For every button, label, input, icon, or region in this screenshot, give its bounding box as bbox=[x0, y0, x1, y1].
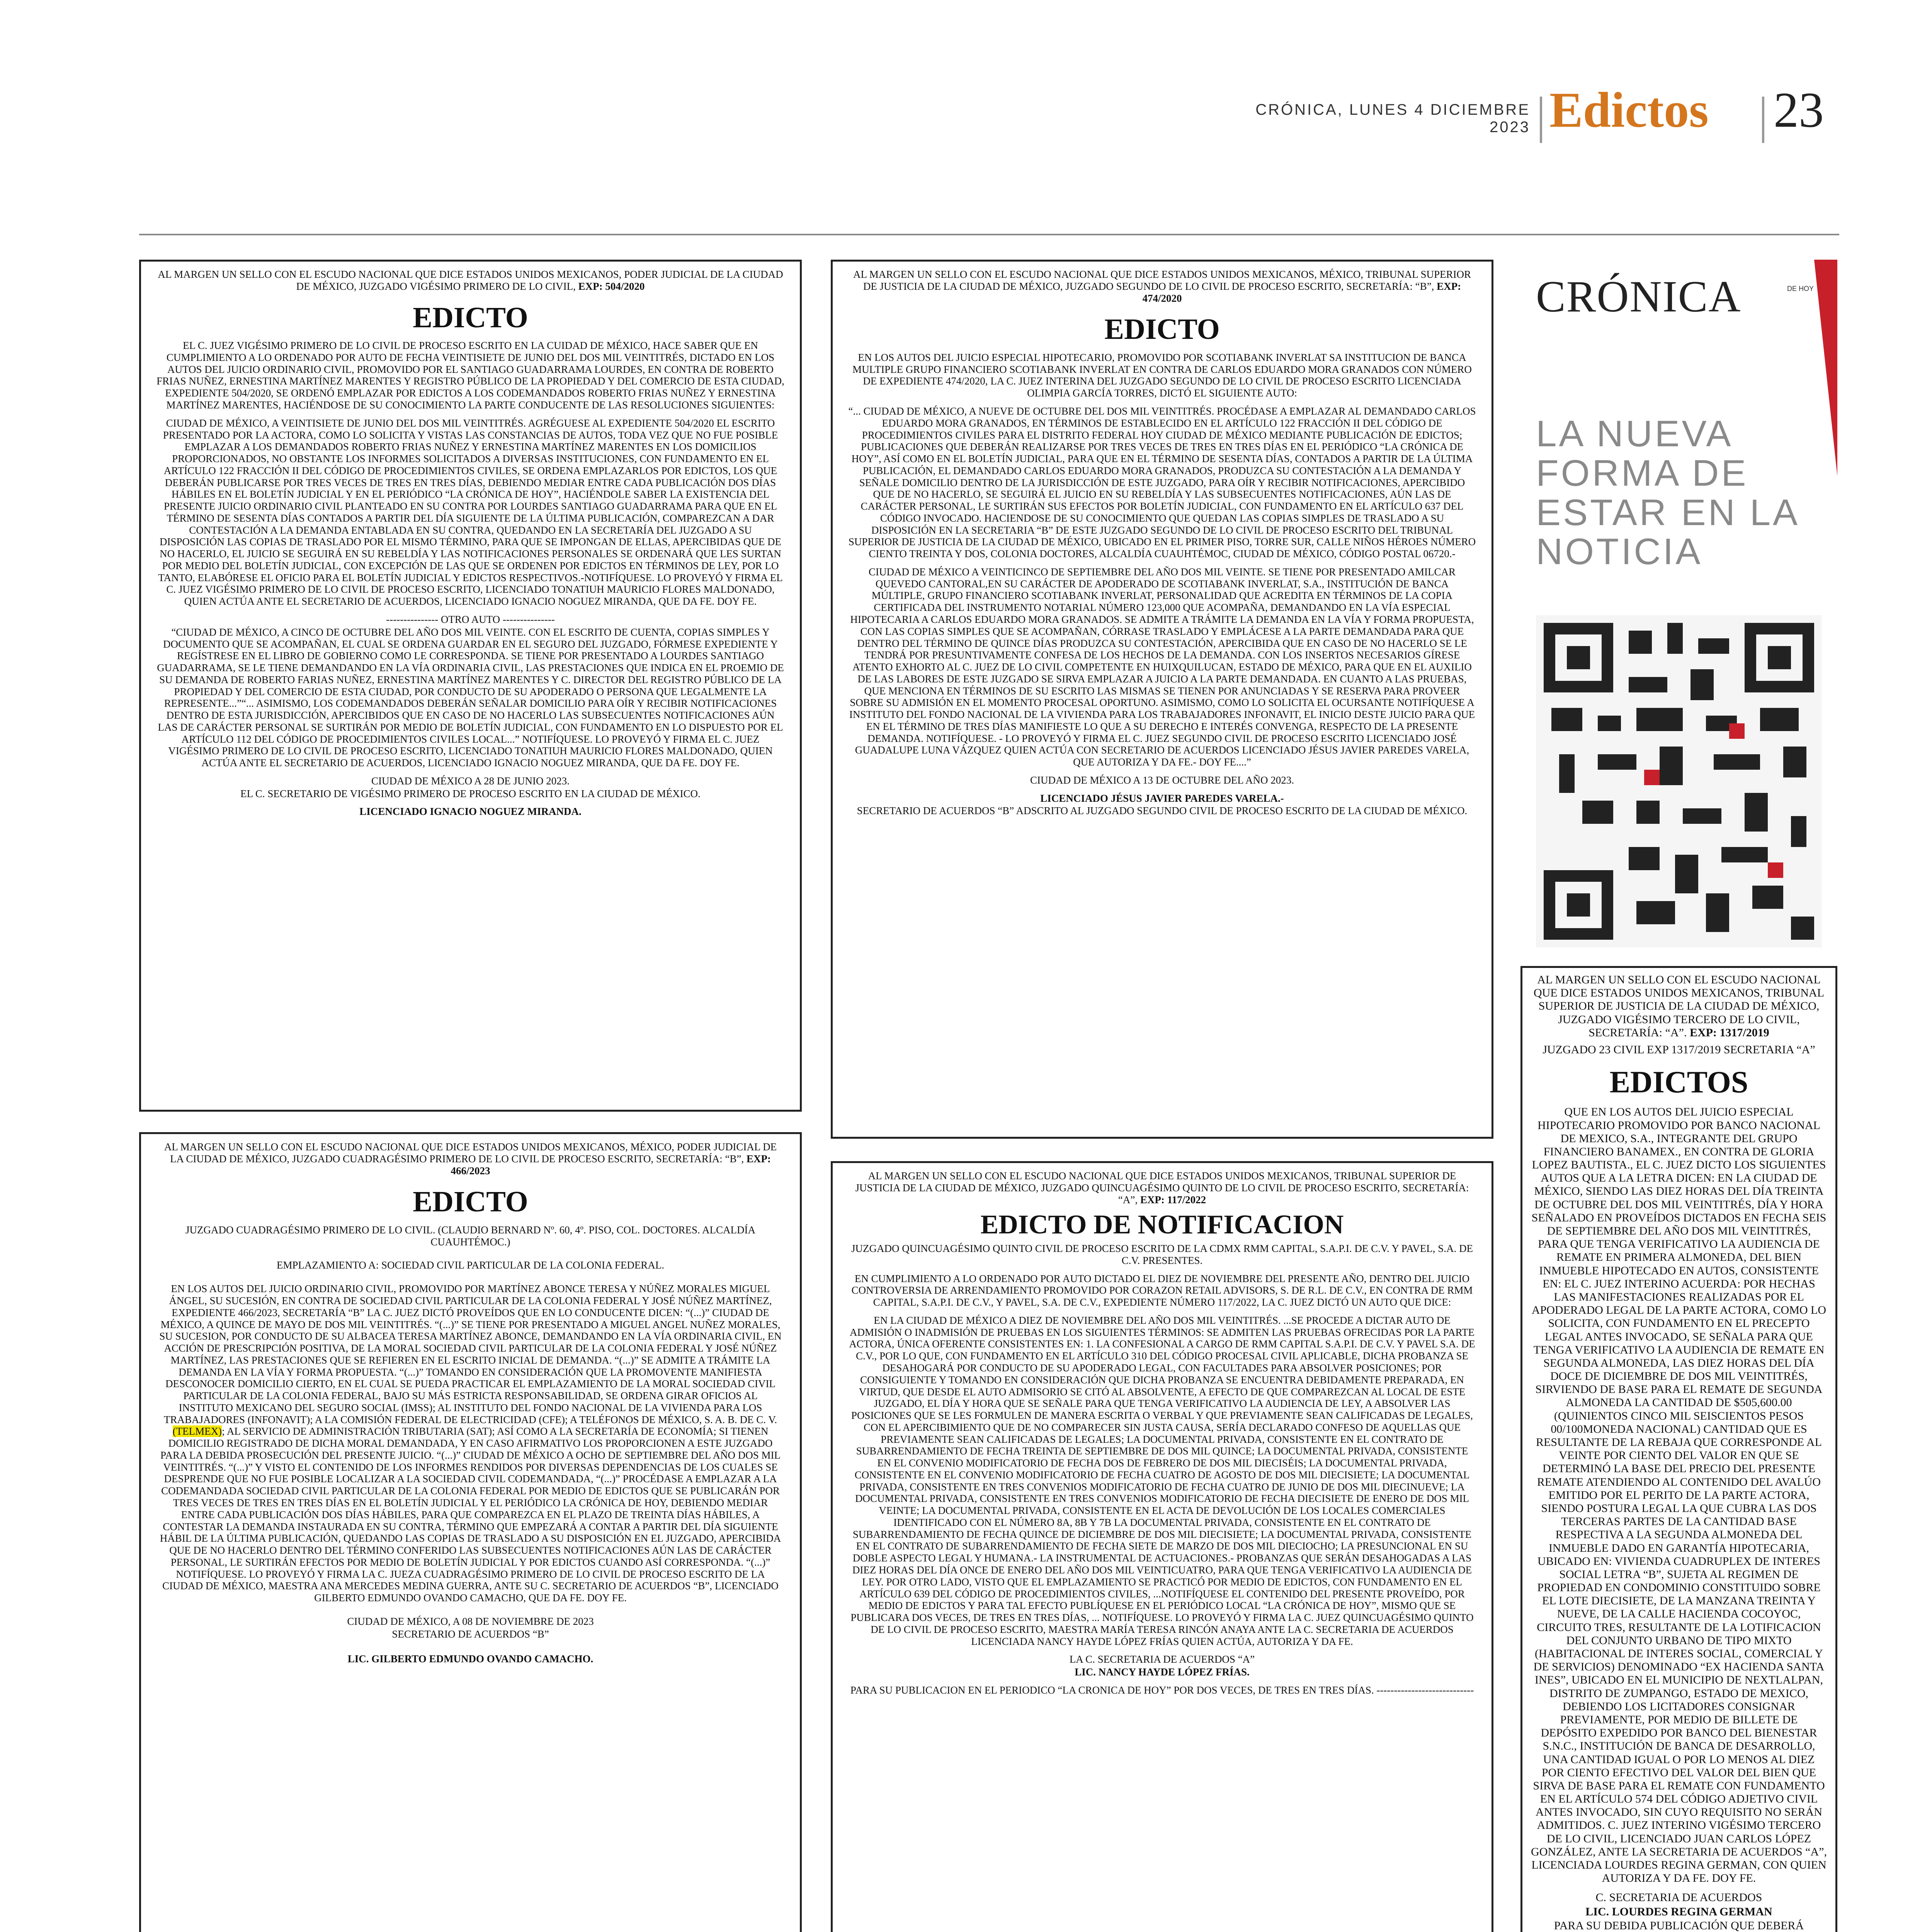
date-line: CIUDAD DE MÉXICO A 13 DE OCTUBRE DEL AÑO 2023. bbox=[1030, 774, 1294, 786]
secretary-line: LA C. SECRETARIA DE ACUERDOS “A” bbox=[1069, 1653, 1255, 1665]
issue-date: CRÓNICA, LUNES 4 DICIEMBRE 2023 bbox=[1255, 101, 1530, 136]
signer: LIC. LOURDES REGINA GERMAN bbox=[1585, 1905, 1772, 1918]
expediente: EXP: 466/2023 bbox=[451, 1153, 771, 1177]
qr-code-icon[interactable] bbox=[1536, 615, 1822, 947]
edicto-title: EDICTOS bbox=[1609, 1065, 1748, 1100]
signer: LICENCIADO IGNACIO NOGUEZ MIRANDA. bbox=[359, 806, 582, 818]
paragraph: QUE EN LOS AUTOS DEL JUICIO ESPECIAL HIPOTECARIO PROMOVIDO POR BANCO NACIONAL DE MEXICO, S.A., INTEGRANTE DEL GRUPO FINANCIERO BANAMEX., EN CONTRA DE GLORIA LOPEZ BAUTISTA., EL C. JUEZ DICTO LOS SIGUIENTES AUTOS QUE A LA LETRA DICEN: EN LA CIUDAD DE MÉXICO, SIENDO LAS DIEZ HORAS DEL DÍA TREINTA DE OCTUBRE DEL DOS MIL VEINTITRÉS, DÍA Y HORA SEÑALADO EN PROVEÍDOS DICTADOS EN FECHA SEIS DE SEPTIEMBRE DEL AÑO DOS MIL VEINTITRÉS, PARA QUE TENGA VERIFICATIVO LA AUDIENCIA DE REMATE EN PRIMERA ALMONEDA, DEL BIEN INMUEBLE HIPOTECADO EN AUTOS, CONSISTENTE EN: EL C. JUEZ INTERINO ACUERDA: POR HECHAS LAS MANIFESTACIONES REALIZADAS POR EL APODERADO LEGAL DE LA PARTE ACTORA, COMO LO SOLICITA, CON FUNDAMENTO EN EL PRECEPTO LEGAL ANTES INVOCADO, SE SEÑALA PARA QUE TENGA VERIFICATIVO LA AUDIENCIA DE REMATE EN SEGUNDA ALMONEDA, LAS DIEZ HORAS DEL DÍA DOCE DE DICIEMBRE DE DOS MIL VEINTITRÉS, SIRVIENDO DE BASE PARA EL REMATE DE SEGUNDA ALMONEDA LA CANTIDAD DE $505,600.00 (QUINIENTOS CINCO MIL SEISCIENTOS PESOS 00/100MONEDA NACIONAL) CANTIDAD QUE ES RESULTANTE DE LA REBAJA QUE CORRESPONDE AL VEINTE POR CIENTO DEL VALOR EN QUE SE DETERMINÓ LA BASE DEL PRECIO DEL PRESENTE REMATE ATENDIENDO AL CONTENIDO DEL AVALÚO EMITIDO POR EL PERITO DE LA PARTE ACTORA, SIENDO POSTURA LEGAL LA QUE CUBRA LAS DOS TERCERAS PARTES DE LA CANTIDAD BASE RESPECTIVA A LA SEGUNDA ALMONEDA DEL INMUEBLE DADO EN GARANTÍA HIPOTECARIA, UBICADO EN: VIVIENDA CUADRUPLEX DE INTERES SOCIAL LETRA “B”, SUJETA AL REGIMEN DE PROPIEDAD EN CONDOMINIO CONSTITUIDO SOBRE EL LOTE DIECISIETE, DE LA MANZANA TREINTA Y NUEVE, DE LA CALLE HACIENDA COCOYOC, CIRCUITO TRES, RESULTANTE DE LA LOTIFICACION DEL CONJUNTO URBANO DE TIPO MIXTO (HABITACIONAL DE INTERES SOCIAL, COMERCIAL Y DE SERVICIOS) DENOMINADO “EX HACIENDA SANTA INES”, UBICADO EN EL MUNICIPIO DE NEXTLALPAN, DISTRITO DE ZUMPANGO, ESTADO DE MEXICO, DEBIENDO LOS LICITADORES CONSIGNAR PREVIAMENTE, POR MEDIO DE BILLETE DE DEPÓSITO EXPEDIDO POR BANCO DEL BIENESTAR S.N.C., INSTITUCIÓN DE BANCA DE DESARROLLO, UNA CANTIDAD IGUAL O POR LO MENOS AL DIEZ POR CIENTO EFECTIVO DEL VALOR DEL BIEN QUE SIRVA DE BASE PARA EL REMATE CON FUNDAMENTO EN EL ARTÍCULO 574 DEL CÓDIGO ADJETIVO CIVIL ANTES INVOCADO, SIN CUYO REQUISITO NO SERÁN ADMITIDOS. C. JUEZ INTERINO VIGÉSIMO TERCERO DE LO CIVIL, LICENCIADO JUAN CARLOS LÓPEZ GONZÁLEZ, ANTE LA SECRETARIA DE ACUERDOS “A”, LICENCIADA LOURDES REGINA GERMAN, CON QUIEN AUTORIZA Y DA FE. DOY FE. bbox=[1531, 1105, 1827, 1885]
subtitle: JUZGADO QUINCUAGÉSIMO QUINTO CIVIL DE PROCESO ESCRITO DE LA CDMX RMM CAPITAL, S.A.P.I. DE C.V. Y PAVEL, S.A. DE C.V. PRESENTES. bbox=[851, 1243, 1473, 1266]
paragraph: CIUDAD DE MÉXICO A VEINTICINCO DE SEPTIEMBRE DEL AÑO DOS MIL VEINTE. SE TIENE POR PRESENTADO AMILCAR QUEVEDO CANTORAL,EN SU CARÁCTER DE APODERADO DE SCOTIABANK INVERLAT, S.A., INSTITUCIÓN DE BANCA MÚLTIPLE, GRUPO FINANCIERO SCOTIABANK INVERLAT, PERSONALIDAD QUE ACREDITA EN TÉRMINOS DE LA COPIA CERTIFICADA DEL INSTRUMENTO NOTARIAL NÚMERO 123,000 QUE ACOMPAÑA, DEMANDANDO EN LA VÍA ESPECIAL HIPOTECARIA A CARLOS EDUARDO MORA GRANADOS. SE ADMITE A TRÁMITE LA DEMANDA EN LA VÍA Y FORMA PROPUESTA, CON LAS COPIAS SIMPLES QUE SE ACOMPAÑAN, CÓRRASE TRASLADO Y EMPLÁCESE A LA PARTE DEMANDADA PARA QUE DENTRO DEL TÉRMINO DE QUINCE DÍAS PRODUZCA SU CONTESTACIÓN, APERCIBIDA QUE EN CASO DE NO HACERLO SE LE TENDRÁ POR PRESUNTIVAMENTE CONFESA DE LOS HECHOS DE LA DEMANDA. CON LOS INSERTOS NECESARIOS GÍRESE ATENTO EXHORTO AL C. JUEZ DE LO CIVIL COMPETENTE EN HUIXQUILUCAN, ESTADO DE MÉXICO, PARA QUE EN EL AUXILIO DE LAS LABORES DE ESTE JUZGADO SE SIRVA EMPLAZAR A JUICIO A LA PARTE DEMANDADA. EN CUANTO A LAS PRUEBAS, QUE MENCIONA EN TÉRMINOS DE SU ESCRITO LAS MISMAS SE TIENEN POR ANUNCIADAS Y SE RESERVA PARA PROVEER SOBRE SU ADMISIÓN EN EL MOMENTO PROCESAL OPORTUNO. ASIMISMO, COMO LO SOLICITA EL OCURSANTE NOTIFÍQUESE A INSTITUTO DEL FONDO NACIONAL DE LA VIVIENDA PARA LOS TRABAJADORES INFONAVIT, EL INICIO DESTE JUICIO PARA QUE EN EL TÉRMINO DE TRES DÍAS MANIFIESTE LO QUE A SU DERECHO E INTERÉS CONVENGA, RESPECTO DE LA PRESENTE DEMANDA. NOTIFÍQUESE. - LO PROVEYÓ Y FIRMA EL C. JUEZ SEGUNDO CIVIL DE PROCESO ESCRITO LICENCIADO JOSÉ GUADALUPE LUNA VÁZQUEZ QUIEN ACTÚA CON SECRETARIO DE ACUERDOS LICENCIADO JÉSUS JAVIER PAREDES VARELA, QUE AUTORIZA Y DA FE.- DOY FE....” bbox=[849, 566, 1475, 768]
edicto-466-2023 bbox=[139, 1132, 802, 1932]
page-number: 23 bbox=[1774, 82, 1824, 138]
header-divider bbox=[1540, 97, 1542, 143]
edicto-title: EDICTO bbox=[1104, 313, 1220, 346]
edicto-title: EDICTO DE NOTIFICACION bbox=[980, 1210, 1344, 1240]
seal-header: AL MARGEN UN SELLO CON EL ESCUDO NACIONAL QUE DICE ESTADOS UNIDOS MEXICANOS, TRIBUNAL SUPERIOR DE JUSTICIA DE LA CIUDAD DE MÉXICO, JUZGADO VIGÉSIMO TERCERO DE LO CIVIL, SECRETARÍA: “A”. bbox=[1533, 973, 1825, 1039]
secretary-line: SECRETARIO DE ACUERDOS “B” bbox=[392, 1628, 549, 1640]
publication-note: PARA SU DEBIDA PUBLICACIÓN QUE DEBERÁ bbox=[1554, 1919, 1804, 1932]
paragraph: EN LA CIUDAD DE MÉXICO A DIEZ DE NOVIEMBRE DEL AÑO DOS MIL VEINTITRÉS. ...SE PROCEDE A DICTAR AUTO DE ADMISIÓN O INADMISIÓN DE PRUEBAS EN LOS SIGUIENTES TÉRMINOS: SE ADMITEN LAS PRUEBAS OFRECIDAS POR LA PARTE ACTORA, ÚNICA OFERENTE CONSISTENTES EN: 1. LA CONFESIONAL A CARGO DE RMM CAPITAL S.A.P.I. DE C.V. Y PAVEL S.A. DE C.V., POR LO QUE, CON FUNDAMENTO EN EL ARTÍCULO 310 DEL CÓDIGO PROCESAL CIVIL APLICABLE, DICHA PROBANZA SE DESAHOGARÁ POR CONDUCTO DE SU APODERADO LEGAL, CON FACULTADES PARA ABSOLVER POSICIONES; POR CONSIGUIENTE Y TOMANDO EN CONSIDERACIÓN QUE DICHA PROBANZA SE ENCUENTRA DEBIDAMENTE PREPARADA, EN VIRTUD, QUE DESDE EL AUTO ADMISORIO SE CITÓ AL ABSOLVENTE, A EFECTO DE QUE COMPAREZCAN AL LOCAL DE ESTE JUZGADO, EL DÍA Y HORA QUE SE SEÑALE PARA QUE TENGA VERIFICATIVO LA AUDIENCIA DE LEY, A ABSOLVER LAS POSICIONES QUE SE LES FORMULEN DE MANERA ESCRITA O VERBAL Y QUE PREVIAMENTE SEAN CALIFICADAS DE LEGALES, CON EL APERCIBIMIENTO QUE DE NO COMPARECER SIN JUSTA CAUSA, SERÍA DECLARADO CONFESO DE AQUELLAS QUE PREVIAMENTE SEAN CALIFICADAS DE LEGALES; LA DOCUMENTAL PRIVADA, CONSISTENTE EN EL CONTRATO DE SUBARRENDAMIENTO DE FECHA TREINTA DE SEPTIEMBRE DE DOS MIL QUINCE; LA DOCUMENTAL PRIVADA, CONSISTENTE EN EL CONVENIO MODIFICATORIO DE FECHA DOS DE FEBRERO DE DOS MIL DIECISÉIS; LA DOCUMENTAL PRIVADA, CONSISTENTE EN EL CONVENIO MODIFICATORIO DE FECHA CUATRO DE AGOSTO DE DOS MIL DIECISIETE; LA DOCUMENTAL PRIVADA, CONSISTENTE EN TRES CONVENIOS MODIFICATORIO DE FECHA CUATRO DE JUNIO DE DOS MIL DIECINUEVE; LA DOCUMENTAL PRIVADA, CONSISTENTE EN TRES CONVENIOS MODIFICATORIO DE FECHA DIECISIETE DE ENERO DE DOS MIL VEINTE; LA DOCUMENTAL PRIVADA, CONSISTENTE EN EL ACTA DE DEVOLUCIÓN DE LOS LOCALES COMERCIALES IDENTIFICADO CON EL NÚMERO 8A, 8B Y 7B LA DOCUMENTAL PRIVADA, CONSISTENTE EN EL CONTRATO DE SUBARRENDAMIENTO DE FECHA QUINCE DE DICIEMBRE DE DOS MIL DIECISIETE; LA DOCUMENTAL PRIVADA, CONSISTENTE EN EL CONTRATO DE SUBARRENDAMIENTO DE FECHA SIETE DE MARZO DE DOS MIL DIECIOCHO; LA PRESUNCIONAL EN SU DOBLE ASPECTO LEGAL Y HUMANA.- LA INSTRUMENTAL DE ACTUACIONES.- PROBANZAS QUE SERÁN DESAHOGADAS A LAS DIEZ HORAS DEL DÍA ONCE DE ENERO DEL AÑO DOS MIL VEINTICUATRO, PARA QUE TENGA VERIFICATIVO LA AUDIENCIA DE LEY. POR OTRO LADO, VISTO QUE EL EMPLAZAMIENTO SE PRACTICÓ POR MEDIO DE EDICTOS, CON FUNDAMENTO EN EL ARTÍCULO 639 DEL CÓDIGO DE PROCEDIMIENTOS CIVILES, ...NOTIFÍQUESE EL CONTENIDO DEL PRESENTE PROVEÍDO, POR MEDIO DE EDICTOS Y PARA TAL EFECTO PUBLÍQUESE EN EL PERIÓDICO LOCAL “LA CRÓNICA DE HOY”, MISMO QUE SE PUBLICARA DOS VECES, DE TRES EN TRES DÍAS, ... NOTIFÍQUESE. LO PROVEYÓ Y FIRMA LA C. JUEZ QUINCUAGÉSIMO QUINTO DE LO CIVIL DE PROCESO ESCRITO, MAESTRA MARÍA TERESA RINCÓN ANAYA ANTE LA C. SECRETARIA DE ACUERDOS LICENCIADA NANCY HAYDE LÓPEZ FRÍAS QUIEN ACTÚA, AUTORIZA Y DA FE. bbox=[849, 1314, 1475, 1647]
expediente: EXP: 1317/2019 bbox=[1689, 1026, 1769, 1039]
edicto-474-2020 bbox=[831, 260, 1493, 1139]
separator-text: --------------- OTRO AUTO --------------- bbox=[386, 614, 555, 625]
seal-header: AL MARGEN UN SELLO CON EL ESCUDO NACIONAL QUE DICE ESTADOS UNIDOS MEXICANOS, MÉXICO, PODER JUDICIAL DE LA CIUDAD DE MÉXICO, JUZGADO CUADRAGÉSIMO PRIMERO DE LO CIVIL DE PROCESO ESCRITO, SECRETARÍA: “B”, bbox=[164, 1141, 777, 1165]
expediente: EXP: 504/2020 bbox=[578, 280, 645, 292]
header-rule bbox=[139, 234, 1839, 235]
header-divider bbox=[1762, 97, 1764, 143]
subtitle: JUZGADO 23 CIVIL EXP 1317/2019 SECRETARIA “A” bbox=[1543, 1043, 1815, 1056]
paragraph: CIUDAD DE MÉXICO, A VEINTISIETE DE JUNIO DEL DOS MIL VEINTITRÉS. AGRÉGUESE AL EXPEDIENTE 504/2020 EL ESCRITO PRESENTADO POR LA ACTORA, COMO LO SOLICITA Y VISTAS LAS CONSTANCIAS DE AUTOS, TODA VEZ QUE NO FUE POSIBLE EMPLAZAR A LOS DEMANDADOS ROBERTO FRIAS NUÑEZ Y ERNESTINA MARTÍNEZ MARENTES EN LOS DOMICILIOS PROPORCIONADOS, NO OBSTANTE LOS INFORMES SOLICITADOS A DIVERSAS INSTITUCIONES, CON FUNDAMENTO EN EL ARTÍCULO 122 FRACCIÓN II DEL CÓDIGO DE PROCEDIMIENTOS CIVILES, SE ORDENA EMPLAZARLOS POR EDICTOS, LOS QUE DEBERÁN PUBLICARSE POR TRES VECES DE TRES EN TRES DÍAS, DEBIENDO MEDIAR ENTRE CADA PUBLICACIÓN DOS DÍAS HÁBILES EN EL BOLETÍN JUDICIAL Y EN EL PERIÓDICO “LA CRÓNICA DE HOY”, HACIÉNDOLE SABER LA EXISTENCIA DEL PRESENTE JUICIO ORDINARIO CIVIL PLANTEADO EN SU CONTRA POR LOURDES SANTIAGO GUADARRAMA PARA QUE EN EL TÉRMINO DE SESENTA DÍAS CONTADOS A PARTIR DEL DÍA SIGUIENTE DE LA ÚLTIMA PUBLICACIÓN, COMPAREZCAN A DAR CONTESTACIÓN A LA DEMANDA ENTABLADA EN SU CONTRA, QUEDANDO EN LA SECRETARÍA DEL JUZGADO A SU DISPOSICIÓN LAS COPIAS DE TRASLADO POR EL MISMO TÉRMINO, PARA QUE SE IMPONGAN DE ELLAS, APERCIBIDAS QUE DE NO HACERLO, EL JUICIO SE SEGUIRÁ EN SU REBELDÍA Y LAS NOTIFICACIONES PERSONALES SE ORDENARÁ QUE LES SURTAN POR MEDIO DEL BOLETÍN JUDICIAL, CON EXCEPCIÓN DE LAS QUE SE ORDENEN POR EDICTOS EN TÉRMINOS DE LEY, POR LO TANTO, ELABÓRESE EL OFICIO PARA EL BOLETÍN JUDICIAL Y EDICTOS RESPECTIVOS.-NOTIFÍQUESE. LO PROVEYÓ Y FIRMA EL C. JUEZ VIGÉSIMO PRIMERO DE LO CIVIL DE PROCESO ESCRITO, LICENCIADO TONATIUH MAURICIO FLORES MALDONADO, QUIEN ACTÚA ANTE EL SECRETARIO DE ACUERDOS, LICENCIADO IGNACIO NOGUEZ MIRANDA, QUE DA FE. DOY FE. bbox=[158, 417, 783, 607]
paragraph: EN LOS AUTOS DEL JUICIO ORDINARIO CIVIL, PROMOVIDO POR MARTÍNEZ ABONCE TERESA Y NÚÑEZ MORALES MIGUEL ÁNGEL, SU SUCESIÓN, EN CONTRA DE SOCIEDAD CIVIL PARTICULAR DE LA COLONIA FEDERAL Y JOSÉ NÚÑEZ MARTÍNEZ, EXPEDIENTE 466/2023, SECRETARÍA “B” LA C. JUEZ DICTÓ PROVEÍDOS QUE EN LO CONDUCENTE DICEN: “(...)” CIUDAD DE MÉXICO, A QUINCE DE MAYO DE DOS MIL VEINTITRÉS. “(...)” SE TIENE POR PRESENTADO A MIGUEL ANGEL NUÑEZ MORALES, SU SUCESION, POR CONDUCTO DE SU ALBACEA TERESA MARTÍNEZ ABONCE, DEMANDANDO EN LA VÍA ORDINARIA CIVIL, EN ACCIÓN DE PRESCRIPCIÓN POSITIVA, DE LA MORAL SOCIEDAD CIVIL PARTICULAR DE LA COLONIA FEDERAL Y JOSÉ NÚÑEZ MARTÍNEZ, LAS PRESTACIONES QUE SE REFIEREN EN EL ESCRITO INICIAL DE DEMANDA. “(...)” SE ADMITE A TRÁMITE LA DEMANDA EN LA VÍA Y FORMA PROPUESTA. “(...)” TOMANDO EN CONSIDERACIÓN QUE LA PROMOVENTE MANIFIESTA DESCONOCER DOMICILIO CIERTO, EN EL CUAL SE PUEDA PRACTICAR EL EMPLAZAMIENTO DE LA MORAL SOCIEDAD CIVIL PARTICULAR DE LA COLONIA FEDERAL, BAJO SU MÁS ESTRICTA RESPONSABILIDAD, SE ORDENA GIRAR OFICIOS AL INSTITUTO MEXICANO DEL SEGURO SOCIAL (IMSS); AL INSTITUTO DEL FONDO NACIONAL DE LA VIVIENDA PARA LOS TRABAJADORES (INFONAVIT); A LA COMISIÓN FEDERAL DE ELECTRICIDAD (CFE); A TELÉFONOS DE MÉXICO, S. A. B. DE C. V. (TELMEX); AL SERVICIO DE ADMINISTRACIÓN TRIBUTARIA (SAT); ASÍ COMO A LA SECRETARÍA DE ECONOMÍA; SI TIENEN DOMICILIO REGISTRADO DE DICHA MORAL DEMANDADA, Y EN CASO AFIRMATIVO LOS PROPORCIONEN A ESTE JUZGADO PARA LA DEBIDA PROSECUCIÓN DEL PRESENTE JUICIO. “(...)” CIUDAD DE MÉXICO A OCHO DE SEPTIEMBRE DEL AÑO DOS MIL VEINTITRÉS. “(...)” Y VISTO EL CONTENIDO DE LOS INFORMES RENDIDOS POR DIVERSAS DEPENDENCIAS DE LOS CUALES SE DESPRENDE QUE NO FUE POSIBLE LOCALIZAR A LA SOCIEDAD CIVIL CODEMANDADA, “(...)” PROCÉDASE A EMPLAZAR A LA CODEMANDADA SOCIEDAD CIVIL PARTICULAR DE LA COLONIA FEDERAL POR MEDIO DE EDICTOS QUE SE PUBLICARÁN POR TRES VECES DE TRES EN TRES DÍAS EN EL BOLETÍN JUDICIAL Y EL PERIÓDICO LA CRÓNICA DE HOY, DEBIENDO MEDIAR ENTRE CADA PUBLICACIÓN DOS DÍAS HÁBILES, PARA QUE COMPAREZCA EN EL PLAZO DE TREINTA DÍAS HÁBILES, A CONTESTAR LA DEMANDA INSTAURADA EN SU CONTRA, TÉRMINO QUE EMPEZARÁ A CONTAR A PARTIR DEL DÍA SIGUIENTE HÁBIL DE LA ÚLTIMA PUBLICACIÓN, QUEDANDO LAS COPIAS DE TRASLADO A SU DISPOSICIÓN EN EL JUZGADO, APERCIBIDA QUE DE NO HACERLO DENTRO DEL TÉRMINO CONFERIDO LAS SUBSECUENTES NOTIFICACIONES AÚN LAS DE CARÁCTER PERSONAL, LE SURTIRÁN EFECTOS POR MEDIO DE BOLETÍN JUDICIAL Y POR EDICTOS CUANDO ASÍ CORRESPONDA. “(...)” NOTIFÍQUESE. LO PROVEYÓ Y FIRMA LA C. JUEZA CUADRAGÉSIMO PRIMERO DE LO CIVIL DE PROCESO ESCRITO DE LA CIUDAD DE MÉXICO, MAESTRA ANA MERCEDES MEDINA GUERRA, ANTE SU C. SECRETARIO DE ACUERDOS “B”, LICENCIADO GILBERTO EDMUNDO OVANDO CAMACHO, QUE DA FE. DOY FE. bbox=[159, 1283, 782, 1604]
seal-header: AL MARGEN UN SELLO CON EL ESCUDO NACIONAL QUE DICE ESTADOS UNIDOS MEXICANOS, MÉXICO, TRIBUNAL SUPERIOR DE JUSTICIA DE LA CIUDAD DE MÉXICO, JUZGADO SEGUNDO DE LO CIVIL DE PROCESO ESCRITO, SECRETARÍA: “B”, bbox=[853, 269, 1471, 292]
secretary-line: C. SECRETARIA DE ACUERDOS bbox=[1595, 1891, 1762, 1904]
paragraph: EN CUMPLIMIENTO A LO ORDENADO POR AUTO DICTADO EL DIEZ DE NOVIEMBRE DEL PRESENTE AÑO, DENTRO DEL JUICIO CONTROVERSIA DE ARRENDAMIENTO PROMOVIDO POR CORAZON RETAIL ADVISORS, S. DE R.L. DE C.V., EN CONTRA DE RMM CAPITAL, S.A.P.I. DE C.V., Y PAVEL, S.A. DE C.V., EXPEDIENTE NÚMERO 117/2022, LA C. JUEZ DICTÓ UN AUTO QUE DICE: bbox=[851, 1272, 1473, 1308]
edicto-title: EDICTO bbox=[413, 1185, 528, 1218]
signer: LIC. GILBERTO EDMUNDO OVANDO CAMACHO. bbox=[347, 1653, 594, 1665]
edicto-1317-2019 bbox=[1520, 966, 1837, 1932]
date-line: CIUDAD DE MÉXICO A 28 DE JUNIO 2023. bbox=[371, 775, 570, 787]
seal-header: AL MARGEN UN SELLO CON EL ESCUDO NACIONAL QUE DICE ESTADOS UNIDOS MEXICANOS, PODER JUDICIAL DE LA CIUDAD DE MÉXICO, JUZGADO VIGÉSIMO PRIMERO DE LO CIVIL, bbox=[158, 269, 783, 292]
date-line: CIUDAD DE MÉXICO, A 08 DE NOVIEMBRE DE 2023 bbox=[347, 1615, 594, 1627]
paragraph: “CIUDAD DE MÉXICO, A CINCO DE OCTUBRE DEL AÑO DOS MIL VEINTE. CON EL ESCRITO DE CUENTA, COPIAS SIMPLES Y DOCUMENTO QUE SE ACOMPAÑAN, EL CUAL SE ORDENA GUARDAR EN EL SEGURO DEL JUZGADO, FÓRMESE EXPEDIENTE Y REGÍSTRESE EN EL LIBRO DE GOBIERNO COMO LE CORRESPONDA. SE TIENE POR PRESENTADO A LOURDES SANTIAGO GUADARRAMA, SE LE TIENE DEMANDANDO EN LA VÍA ORDINARIA CIVIL, LAS PRESTACIONES QUE INDICA EN EL PROEMIO DE SU DEMANDA DE ROBERTO FARIAS NUÑEZ, ERNESTINA MARTÍNEZ MARENTES Y C. DIRECTOR DEL REGISTRO PÚBLICO DE LA PROPIEDAD Y DEL COMERCIO DE ESTA CIUDAD, POR CONDUCTO DE SU APODERADO O PERSONA QUE LEGALMENTE LA REPRESENTE...”“... ASIMISMO, LOS CODEMANDADOS DEBERÁN SEÑALAR DOMICILIO PARA OÍR Y RECIBIR NOTIFICACIONES DENTRO DE ESTA JURISDICCIÓN, APERCIBIDOS QUE EN CASO DE NO HACERLO LAS SUBSECUENTES NOTIFICACIONES AÚN LAS DE CARÁCTER PERSONAL SE SURTIRÁN POR MEDIO DE BOLETÍN JUDICIAL, CON FUNDAMENTO EN LO DISPUESTO POR EL ARTÍCULO 112 DEL CÓDIGO DE PROCEDIMIENTOS CIVILES LOCAL...” NOTIFÍQUESE. LO PROVEYÓ Y FIRMA EL C. JUEZ VIGÉSIMO PRIMERO DE LO CIVIL DE PROCESO ESCRITO, LICENCIADO TONATIUH MAURICIO FLORES MALDONADO, QUIEN ACTÚA ANTE EL SECRETARIO DE ACUERDOS, LICENCIADO IGNACIO NOGUEZ MIRANDA, QUE DA FE. DOY FE. bbox=[157, 626, 784, 769]
expediente: EXP: 474/2020 bbox=[1142, 280, 1461, 304]
publication-note: PARA SU PUBLICACION EN EL PERIODICO “LA CRONICA DE HOY” POR DOS VECES, DE TRES EN TRES DÍAS. ---------------------------- bbox=[850, 1684, 1474, 1696]
paragraph: EL C. JUEZ VIGÉSIMO PRIMERO DE LO CIVIL DE PROCESO ESCRITO EN LA CUIDAD DE MÉXICO, HACE SABER QUE EN CUMPLIMIENTO A LO ORDENADO POR AUTO DE FECHA VEINTISIETE DE JUNIO DEL DOS MIL VEINTITRÉS, DICTADO EN LOS AUTOS DEL JUICIO ORDINARIO CIVIL, PROMOVIDO POR EL SANTIAGO GUADARRAMA LOURDES, EN CONTRA DE ROBERTO FRIAS NUÑEZ, ERNESTINA MARTÍNEZ MARENTES Y REGISTRO PÚBLICO DE LA PROPIEDAD Y DEL COMERCIO DE ESTA CIUDAD, EXPEDIENTE 504/2020, SE ORDENÓ EMPLAZAR POR EDICTOS A LOS CODEMANDADOS ROBERTO FRIAS NUÑEZ Y ERNESTINA MARTÍNEZ MARENTES, HACIÉNDOSE DE SU CONOCIMIENTO LA PARTE CONDUCENTE DE LAS RESOLUCIONES SIGUIENTES: bbox=[156, 340, 784, 411]
signer: LICENCIADO JÉSUS JAVIER PAREDES VARELA.- bbox=[1040, 792, 1284, 804]
highlight-telmex: (TELMEX) bbox=[172, 1425, 222, 1437]
paragraph: EN LOS AUTOS DEL JUICIO ESPECIAL HIPOTECARIO, PROMOVIDO POR SCOTIABANK INVERLAT SA INSTITUCION DE BANCA MULTIPLE GRUPO FINANCIERO SCOTIABANK INVERLAT EN CONTRA DE CARLOS EDUARDO MORA GRANADOS CON NÚMERO DE EXPEDIENTE 474/2020, LA C. JUEZ INTERINA DEL JUZGADO SEGUNDO DE LO CIVIL DE PROCESO ESCRITO LICENCIADA OLIMPIA GARCÍA TORRES, DICTÓ EL SIGUIENTE AUTO: bbox=[852, 351, 1472, 399]
emplazamiento-line: EMPLAZAMIENTO A: SOCIEDAD CIVIL PARTICULAR DE LA COLONIA FEDERAL. bbox=[276, 1259, 665, 1271]
paragraph: “... CIUDAD DE MÉXICO, A NUEVE DE OCTUBRE DEL DOS MIL VEINTITRÉS. PROCÉDASE A EMPLAZAR AL DEMANDADO CARLOS EDUARDO MORA GRANADOS, EN TÉRMINOS DE ESTABLECIDO EN EL ARTÍCULO 122 FRACCIÓN II DEL CÓDIGO DE PROCEDIMIENTOS CIVILES PARA EL DISTRITO FEDERAL HOY CIUDAD DE MÉXICO MEDIANTE PUBLICACIÓN DE EDICTOS; PUBLICACIONES QUE DEBERÁN REALIZARSE POR TRES VECES DE TRES EN TRES DÍAS EN EL PERIÓDICO “LA CRÓNICA DE HOY”, ASÍ COMO EN EL BOLETÍN JUDICIAL, PARA QUE EN EL TÉRMINO DE SESENTA DÍAS, CONTADOS A PARTIR DE LA ÚLTIMA PUBLICACIÓN, EL DEMANDADO CARLOS EDUARDO MORA GRANADOS, PRODUZCA SU CONTESTACIÓN A LA DEMANDA Y SEÑALE DOMICILIO DENTRO DE LA JURISDICCIÓN DE ESTE JUZGADO, PARA OÍR Y RECIBIR NOTIFICACIONES, APERCIBIDO QUE DE NO HACERLO, SE SEGUIRÁ EL JUICIO EN SU REBELDÍA Y LAS SUBSECUENTES NOTIFICACIONES, AÚN LAS DE CARÁCTER PERSONAL, LE SURTIRÁN SUS EFECTOS POR BOLETÍN JUDICIAL, CON FUNDAMENTO EN EL ARTÍCULO 637 DEL CÓDIGO INVOCADO. HACIENDOSE DE SU CONOCIMIENTO QUE QUEDAN LAS COPIAS SIMPLES DE TRASLADO A SU DISPOSICIÓN EN LA SECRETARIA “B” DE ESTE JUZGADO SEGUNDO DE LO CIVIL DE PROCESO ESCRITO DEL TRIBUNAL SUPERIOR DE JUSTICIA DE LA CIUDAD DE MÉXICO, UBICADO EN EL PRIMER PISO, TORRE SUR, CALLE NIÑOS HÉROES NÚMERO CIENTO TREINTA Y DOS, COLONIA DOCTORES, ALCALDÍA CUAUHTÉMOC, CIUDAD DE MÉXICO, CÓDIGO POSTAL 06720.- bbox=[848, 405, 1476, 560]
cronica-logo: CRÓNICA bbox=[1536, 272, 1742, 321]
de-hoy-label: DE HOY bbox=[1787, 285, 1814, 293]
seal-header: AL MARGEN UN SELLO CON EL ESCUDO NACIONAL QUE DICE ESTADOS UNIDOS MEXICANOS, TRIBUNAL SUPERIOR DE JUSTICIA DE LA CIUDAD DE MÉXICO, JUZGADO QUINCUAGÉSIMO QUINTO DE LO CIVIL DE PROCESO ESCRITO, SECRETARÍA: “A”, bbox=[855, 1170, 1469, 1206]
promo-tagline: LA NUEVA FORMA DE ESTAR EN LA NOTICIA bbox=[1536, 413, 1798, 573]
secretary-line: EL C. SECRETARIO DE VIGÉSIMO PRIMERO DE PROCESO ESCRITO EN LA CIUDAD DE MÉXICO. bbox=[240, 787, 701, 799]
edicto-title: EDICTO bbox=[413, 301, 528, 334]
edicto-117-2022 bbox=[831, 1161, 1493, 1932]
secretary-line: SECRETARIO DE ACUERDOS “B” ADSCRITO AL JUZGADO SEGUNDO CIVIL DE PROCESO ESCRITO DE LA CIUDAD DE MÉXICO. bbox=[857, 805, 1468, 817]
court-line: JUZGADO CUADRAGÉSIMO PRIMERO DE LO CIVIL. (CLAUDIO BERNARD Nº. 60, 4º. PISO, COL. DOCTORES. ALCALDÍA CUAUHTÉMOC.) bbox=[185, 1224, 756, 1248]
edicto-504-2020 bbox=[139, 260, 802, 1112]
section-title: Edictos bbox=[1549, 82, 1709, 138]
expediente: EXP: 117/2022 bbox=[1140, 1194, 1206, 1206]
signer: LIC. NANCY HAYDE LÓPEZ FRÍAS. bbox=[1075, 1666, 1250, 1678]
promo-ad bbox=[1520, 260, 1837, 955]
